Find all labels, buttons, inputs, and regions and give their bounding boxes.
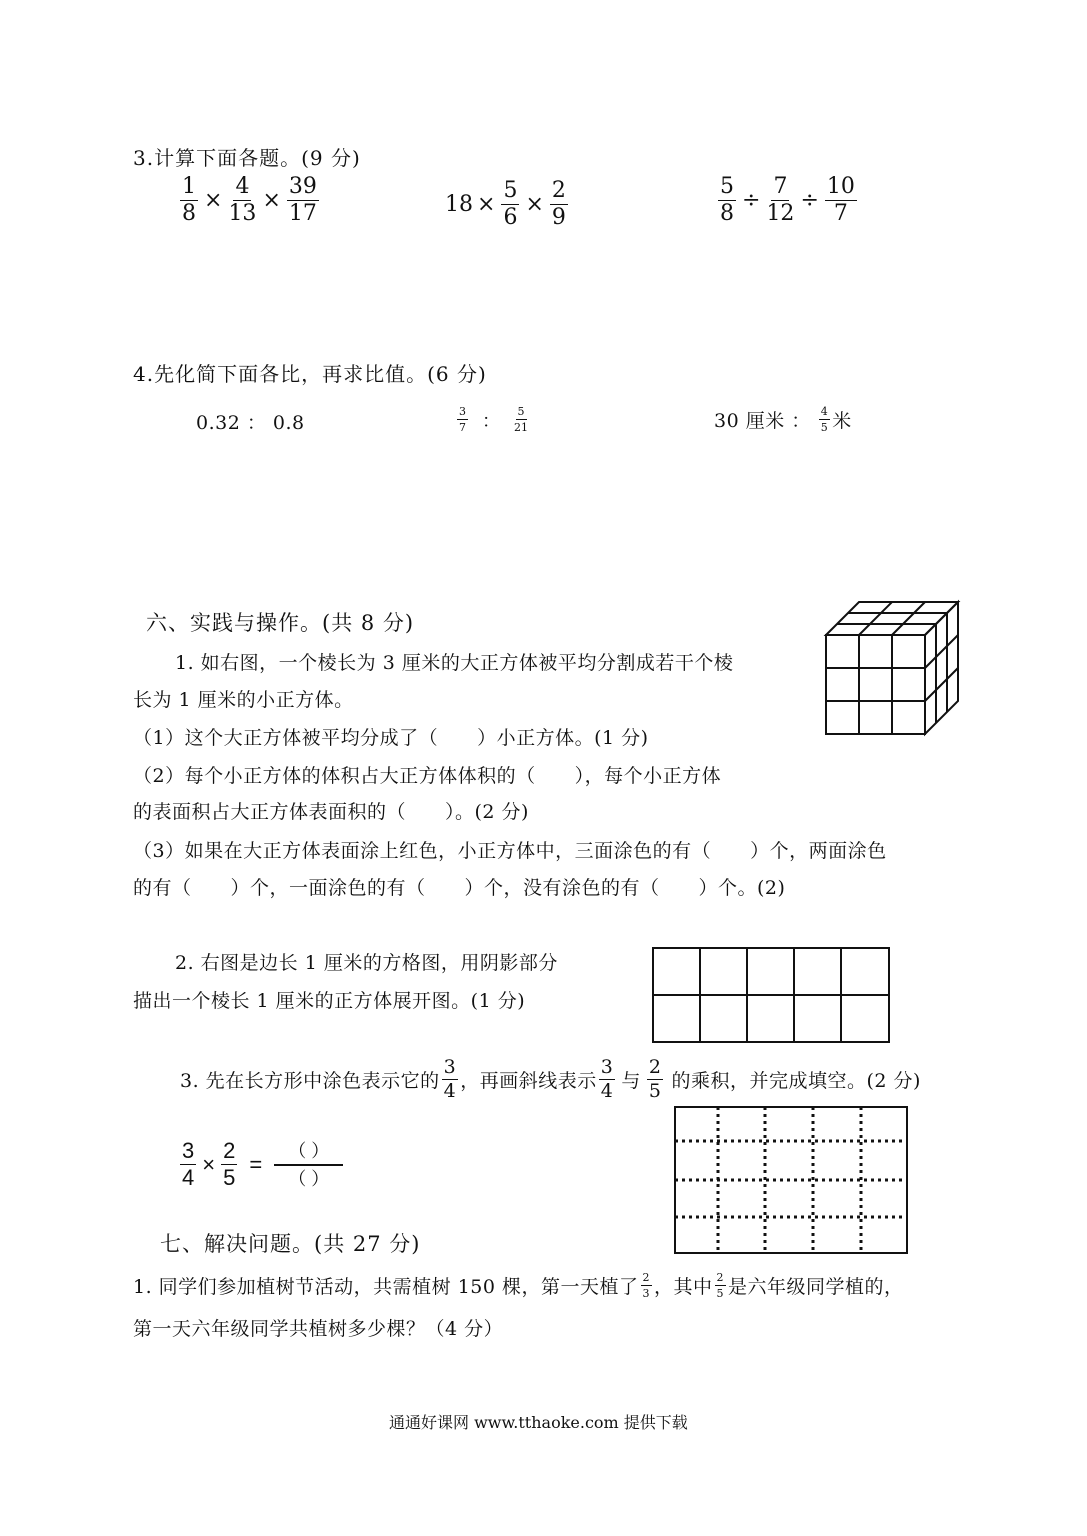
s7-p1-line1: 1. 同学们参加植树节活动，共需植树 150 棵，第一天植了 $\frac{2}{3}$ ，其中 $\frac{2}{5}$ 是六年级同学植的， [133,1271,904,1300]
s6-p1-q2a: （2）每个小正方体的体积占大正方体体积的（ ），每个小正方体 [133,765,722,787]
s6-p2-line1: 2. 右图是边长 1 厘米的方格图，用阴影部分 [175,952,558,974]
s6-p1-line1: 1. 如右图，一个棱长为 3 厘米的大正方体被平均分割成若干个棱 [175,652,734,674]
q3-title: 3.计算下面各题。(9 分) [133,146,361,170]
fraction: $\frac{10}{7}$ [826,174,855,226]
fraction: $\frac{4}{13}$ [228,174,257,226]
section-6-title: 六、实践与操作。(共 8 分) [146,611,415,635]
q3-expression-2: 18 × $\frac{5}{6}$ × $\frac{2}{9}$ [445,178,566,230]
fraction: $\frac{39}{17}$ [288,174,317,226]
q4-ratio-1: 0.32 ： 0.8 [196,412,305,434]
dotted-rectangle[interactable] [673,1105,909,1255]
q4-ratio-2: $\frac{3}{7}$ ： $\frac{5}{21}$ [459,405,528,434]
q3-expression-3: $\frac{5}{8}$ ÷ $\frac{7}{12}$ ÷ $\frac{10}{7}$ [720,174,855,226]
section-7-title: 七、解决问题。(共 27 分) [160,1232,421,1256]
q3-expression-1: $\frac{1}{8}$ × $\frac{4}{13}$ × $\frac{39}{17}$ [182,174,317,226]
fraction: $\frac{5}{6}$ [503,178,518,230]
fraction: $\frac{2}{9}$ [551,178,566,230]
fraction: $\frac{1}{8}$ [182,174,196,226]
s6-p2-line2: 描出一个棱长 1 厘米的正方体展开图。(1 分) [133,990,526,1012]
s6-p1-q3a: （3）如果在大正方体表面涂上红色，小正方体中，三面涂色的有（ ）个，两面涂色 [133,840,887,862]
fraction: $\frac{5}{8}$ [720,174,734,226]
s6-p1-q2b: 的表面积占大正方体表面积的（ ）。(2 分) [133,801,529,823]
cube-figure [820,598,970,740]
s6-p3: 3. 先在长方形中涂色表示它的 $\frac{3}{4}$ ，再画斜线表示 $\frac{3}{4}$ 与 $\frac{2}{5}$ 的乘积，并完成填空。(2 分) [180,1056,921,1102]
s7-p1-line2: 第一天六年级同学共植树多少棵？（4 分） [133,1318,504,1340]
q4-title: 4.先化简下面各比，再求比值。(6 分) [133,362,487,386]
s6-p3-equation: $\frac{3}{4}$ × $\frac{2}{5}$ = $\frac{( )}{( )}$ [178,1140,345,1189]
fraction: $\frac{7}{12}$ [766,174,795,226]
s6-p1-q3b: 的有（ ）个，一面涂色的有（ ）个，没有涂色的有（ ）个。(2) [133,877,786,899]
footer: 通通好课网 www.tthaoke.com 提供下载 [389,1413,688,1432]
square-grid[interactable] [650,945,892,1045]
q4-ratio-3: 30 厘米 ： $\frac{4}{5}$ 米 [714,405,852,434]
s6-p1-q1: （1）这个大正方体被平均分成了（ ）小正方体。(1 分) [133,727,649,749]
s6-p1-line2: 长为 1 厘米的小正方体。 [133,689,354,711]
